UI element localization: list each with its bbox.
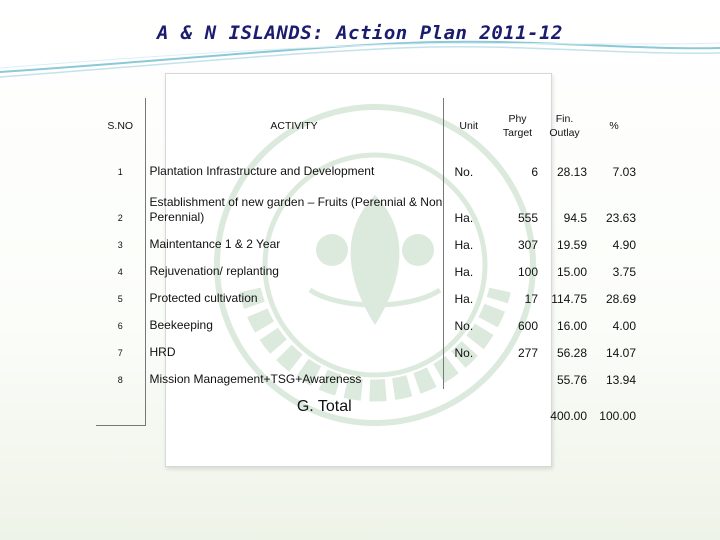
- row-fin-outlay: 19.59: [556, 238, 587, 252]
- row-unit: No.: [443, 154, 494, 181]
- row-unit: Ha.: [443, 281, 494, 308]
- table-row: [96, 308, 640, 335]
- total-phy-cell: [494, 389, 541, 425]
- header-percent: %: [609, 120, 619, 132]
- action-plan-table: [96, 98, 641, 426]
- row-activity: Plantation Infrastructure and Development: [149, 164, 375, 178]
- row-sno: 1: [96, 154, 145, 181]
- row-unit: Ha.: [443, 254, 494, 281]
- table-row: [96, 335, 640, 362]
- table-row: [96, 362, 640, 389]
- table-row: [96, 181, 640, 227]
- row-fin-outlay: 16.00: [556, 319, 587, 333]
- total-unit-cell: [443, 389, 494, 425]
- row-activity: Establishment of new garden – Fruits (Perennial & Non Perennial): [149, 195, 443, 224]
- row-fin-outlay: 28.13: [556, 165, 587, 179]
- row-phy-target: 555: [517, 211, 538, 225]
- row-percent: 4.00: [612, 319, 636, 333]
- row-percent: 3.75: [612, 265, 636, 279]
- table-header-row: [96, 98, 640, 154]
- header-phy-target: Phy Target: [502, 113, 533, 139]
- row-activity: Rejuvenation/ replanting: [149, 264, 279, 278]
- header-unit: Unit: [443, 98, 494, 154]
- row-sno: 2: [96, 181, 145, 227]
- row-sno: 8: [96, 362, 145, 389]
- table-row: [96, 281, 640, 308]
- row-fin-outlay: 15.00: [556, 265, 587, 279]
- row-unit: [443, 362, 494, 389]
- row-activity: Protected cultivation: [149, 291, 258, 305]
- row-activity: Maintentance 1 & 2 Year: [149, 237, 281, 251]
- row-phy-target: 17: [524, 292, 538, 306]
- total-row: [96, 389, 640, 425]
- row-phy-target: 6: [531, 165, 538, 179]
- row-unit: Ha.: [443, 227, 494, 254]
- row-sno: 5: [96, 281, 145, 308]
- row-percent: 4.90: [612, 238, 636, 252]
- row-unit: Ha.: [443, 181, 494, 227]
- row-sno: 6: [96, 308, 145, 335]
- row-sno: 7: [96, 335, 145, 362]
- row-percent: 13.94: [605, 373, 636, 387]
- total-sno-cell: [96, 389, 145, 425]
- row-activity: HRD: [149, 345, 176, 359]
- row-fin-outlay: 114.75: [551, 292, 587, 306]
- row-phy-target: 307: [517, 238, 538, 252]
- total-percent: 100.00: [599, 409, 636, 423]
- row-activity: Beekeeping: [149, 318, 213, 332]
- grand-total-label: G. Total: [296, 398, 352, 415]
- row-phy-target: 600: [517, 319, 538, 333]
- row-unit: No.: [443, 335, 494, 362]
- row-activity: Mission Management+TSG+Awareness: [149, 372, 362, 386]
- row-fin-outlay: 56.28: [556, 346, 587, 360]
- header-activity: ACTIVITY: [270, 120, 318, 132]
- table-row: [96, 154, 640, 181]
- row-fin-outlay: 94.5: [563, 211, 587, 225]
- row-phy-target: 100: [517, 265, 538, 279]
- header-sno: S.NO: [96, 98, 145, 154]
- row-percent: 28.69: [605, 292, 636, 306]
- page-title: A & N ISLANDS: Action Plan 2011-12: [157, 22, 563, 44]
- row-fin-outlay: 55.76: [556, 373, 587, 387]
- table-row: [96, 254, 640, 281]
- row-phy-target: 277: [517, 346, 538, 360]
- row-sno: 3: [96, 227, 145, 254]
- row-unit: No.: [443, 308, 494, 335]
- row-sno: 4: [96, 254, 145, 281]
- row-percent: 7.03: [612, 165, 636, 179]
- row-percent: 23.63: [605, 211, 636, 225]
- table-row: [96, 227, 640, 254]
- total-fin-outlay: 400.00: [550, 409, 587, 423]
- header-fin-outlay: Fin. Outlay: [549, 113, 580, 139]
- row-percent: 14.07: [605, 346, 636, 360]
- row-phy-target: [494, 362, 541, 389]
